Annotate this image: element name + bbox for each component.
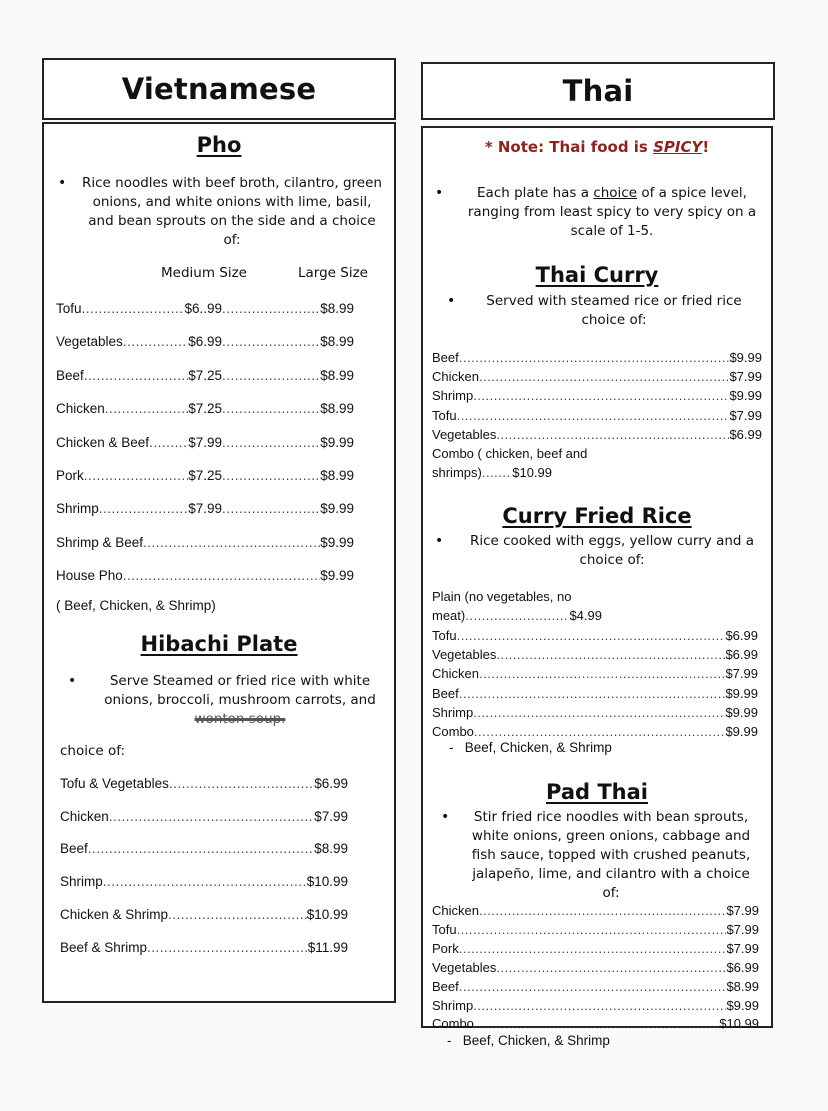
pho-row: [56, 301, 354, 316]
item-price: $9.99: [729, 388, 762, 404]
item-name: Chicken & Shrimp: [60, 906, 169, 922]
item-name: Tofu & Vegetables: [60, 776, 169, 791]
item-name: Vegetables: [432, 647, 497, 663]
item-price: $8.99: [726, 978, 759, 994]
item-name: House Pho: [56, 568, 123, 584]
large-price: $8.99: [320, 334, 354, 350]
item-name: Pork: [56, 468, 84, 483]
pho-row: [56, 368, 354, 383]
pad-thai-description: • Stir fried rice noodles with bean sprouts, white onions, green onions, cabbage and fish sauce, topped with crushed peanuts, jalapeño, lime, and cilantro with a choice of:: [441, 809, 751, 901]
pho-row: [56, 435, 354, 450]
pad-thai-title: Pad Thai: [546, 780, 648, 804]
item-name: Shrimp: [56, 501, 99, 517]
large-price: $8.99: [320, 401, 354, 417]
hibachi-title: Hibachi Plate: [140, 632, 298, 656]
pad-thai-row: [432, 998, 759, 1013]
pho-title: Pho: [196, 133, 242, 157]
pho-col-medium: Medium Size: [161, 265, 247, 281]
pho-description: • Rice noodles with beef broth, cilantro, green onions, and white onions with lime, basil, and bean sprouts on the side and a choice of:: [58, 175, 382, 248]
item-name: Chicken: [432, 666, 479, 682]
large-price: $9.99: [320, 434, 354, 450]
curry-fried-rice-title: Curry Fried Rice: [502, 504, 692, 528]
item-price: $11.99: [307, 939, 348, 955]
struck-wonton-soup: wonton soup.: [194, 711, 286, 727]
item-name: Beef: [56, 367, 84, 383]
item-name: Vegetables: [56, 334, 123, 350]
hibachi-row: [60, 907, 348, 922]
item-name: Tofu: [432, 407, 457, 423]
item-price: $6.99: [725, 628, 758, 643]
hibachi-row: [60, 940, 348, 955]
curry-row: [432, 369, 762, 384]
item-name: Chicken: [432, 903, 479, 918]
medium-price: $7.25: [188, 367, 222, 383]
item-name: Combo: [432, 724, 474, 739]
item-name: Shrimp & Beef: [56, 534, 144, 550]
vietnamese-menu-panel: [42, 122, 396, 1003]
vietnamese-title: Vietnamese: [121, 72, 317, 106]
item-name: Beef & Shrimp: [60, 939, 148, 955]
thai-title-box: [421, 62, 775, 120]
large-price: $9.99: [320, 501, 354, 517]
fried-rice-row: [432, 647, 758, 662]
item-name: Beef: [432, 685, 459, 701]
fried-rice-plain-row: meat) ..... $4.99: [432, 608, 602, 623]
item-price: $8.99: [314, 841, 348, 857]
item-price: $9.99: [725, 724, 758, 739]
hibachi-row: [60, 776, 348, 791]
fried-rice-row: [432, 686, 758, 701]
item-name: Beef: [432, 350, 459, 365]
fried-rice-row: [432, 628, 758, 643]
item-price: $6.99: [726, 959, 759, 975]
pad-thai-row: [432, 1016, 759, 1031]
item-name: Chicken & Beef: [56, 434, 150, 450]
item-price: $9.99: [725, 704, 758, 720]
pad-thai-row: [432, 903, 759, 918]
item-name: Combo: [432, 1016, 474, 1032]
pho-row: [56, 401, 354, 416]
pho-row: [56, 468, 354, 483]
fried-rice-row: [432, 666, 758, 681]
item-name: Shrimp: [432, 704, 474, 720]
thai-curry-title: Thai Curry: [535, 263, 659, 287]
item-name: Chicken: [56, 401, 105, 417]
hibachi-description: • Serve Steamed or fried rice with white onions, broccoli, mushroom carrots, and wonton soup.: [68, 673, 376, 727]
item-price: $6.99: [314, 776, 348, 791]
medium-price: $7.99: [188, 434, 222, 450]
spice-level-description: • Each plate has a choice of a spice level, ranging from least spicy to very spicy on a scale of 1-5.: [435, 185, 757, 239]
pad-thai-row: [432, 941, 759, 956]
hibachi-row: [60, 874, 348, 889]
medium-price: $7.99: [188, 501, 222, 517]
item-name: Tofu: [432, 628, 457, 643]
item-price: $7.99: [729, 407, 762, 423]
fried-rice-row: [432, 705, 758, 720]
curry-fried-rice-description: • Rice cooked with eggs, yellow curry and a choice of:: [435, 533, 755, 568]
item-price: $6.99: [725, 647, 758, 663]
pad-thai-row: [432, 979, 759, 994]
curry-combo-row: shrimps) ..... $10.99: [432, 465, 552, 480]
item-price: $7.99: [729, 369, 762, 385]
item-name: Vegetables: [432, 959, 497, 975]
item-price: $10.99: [306, 906, 348, 922]
item-price: $9.99: [725, 685, 758, 701]
item-price: $7.99: [726, 903, 759, 918]
pad-thai-combo-note: - Beef, Chicken, & Shrimp: [447, 1033, 610, 1048]
large-price: $8.99: [320, 468, 354, 483]
hibachi-row: [60, 841, 348, 856]
hibachi-choice-label: choice of:: [60, 743, 126, 759]
item-name: Pork: [432, 940, 459, 956]
item-price: $9.99: [320, 534, 354, 550]
item-price: $9.99: [320, 568, 354, 584]
curry-row: [432, 427, 762, 442]
pho-row: [56, 568, 354, 583]
item-price: $7.99: [726, 921, 759, 937]
curry-row: [432, 388, 762, 403]
item-price: $9.99: [729, 350, 762, 365]
item-name: Vegetables: [432, 426, 497, 442]
item-price: $6.99: [729, 426, 762, 442]
thai-curry-description: • Served with steamed rice or fried rice choice of:: [447, 293, 742, 328]
item-name: Beef: [432, 978, 459, 994]
large-price: $8.99: [320, 301, 354, 316]
pho-row: [56, 334, 354, 349]
item-price: $10.99: [306, 874, 348, 890]
pad-thai-row: [432, 960, 759, 975]
item-name: Shrimp: [432, 388, 474, 404]
thai-menu-panel: [421, 126, 773, 1032]
item-name: Chicken: [60, 808, 109, 824]
pad-thai-row: [432, 922, 759, 937]
medium-price: $6.99: [188, 334, 222, 350]
vietnamese-title-box: [42, 58, 396, 120]
item-name: Tofu: [56, 301, 82, 316]
item-name: Shrimp: [60, 874, 103, 890]
item-price: $10.99: [719, 1016, 759, 1032]
item-name: Beef: [60, 841, 88, 857]
large-price: $8.99: [320, 367, 354, 383]
curry-row: [432, 350, 762, 365]
medium-price: $6..99: [184, 301, 222, 316]
pho-col-large: Large Size: [298, 265, 368, 281]
thai-title: Thai: [562, 74, 634, 108]
fried-rice-combo-note: - Beef, Chicken, & Shrimp: [449, 740, 612, 755]
item-name: Shrimp: [432, 997, 474, 1013]
fried-rice-row: [432, 724, 758, 739]
curry-combo-line1: Combo ( chicken, beef and: [432, 446, 588, 461]
item-price: $7.99: [725, 666, 758, 682]
item-price: $7.99: [726, 940, 759, 956]
item-name: Chicken: [432, 369, 479, 385]
hibachi-row: [60, 809, 348, 824]
fried-rice-plain-line1: Plain (no vegetables, no: [432, 589, 572, 604]
house-pho-note: ( Beef, Chicken, & Shrimp): [56, 598, 216, 613]
medium-price: $7.25: [188, 468, 222, 483]
spicy-note: * Note: Thai food is SPICY!: [484, 138, 710, 156]
item-name: Tofu: [432, 921, 457, 937]
pho-row: [56, 501, 354, 516]
curry-row: [432, 408, 762, 423]
pho-row: [56, 535, 354, 550]
medium-price: $7.25: [188, 401, 222, 417]
item-price: $7.99: [314, 808, 348, 824]
item-price: $9.99: [726, 997, 759, 1013]
